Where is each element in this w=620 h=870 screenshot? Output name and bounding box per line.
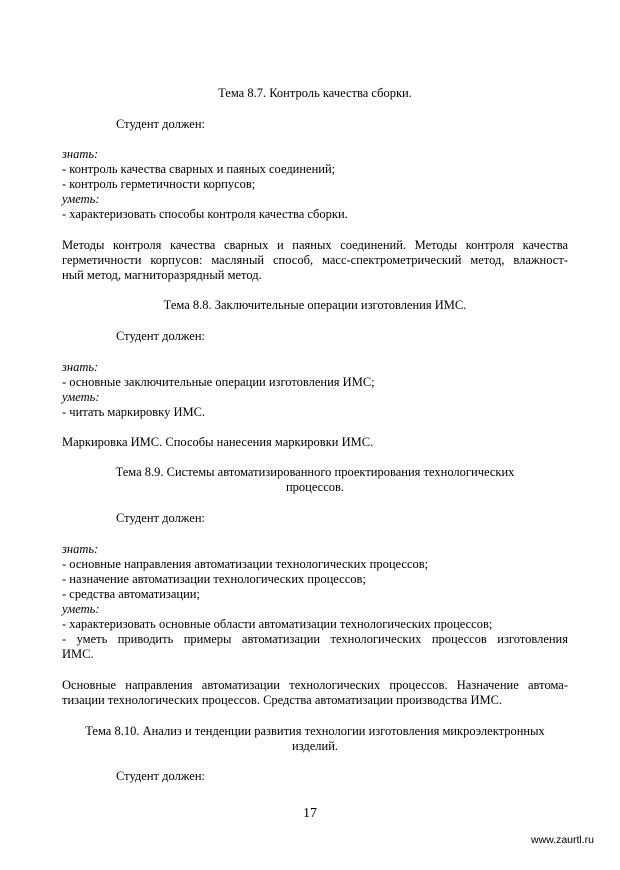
content-line: тизации технологических процессов. Средства автоматизации производства ИМС. (62, 693, 503, 707)
able-item: - характеризовать способы контроля качества сборки. (62, 207, 348, 221)
know-item: - основные направления автоматизации технологических процессов; (62, 557, 429, 571)
content-line: Маркировка ИМС. Способы нанесения маркировки ИМС. (62, 435, 374, 449)
content-line: Методы контроля качества сварных и паяных соединений. Методы контроля качества (62, 238, 568, 252)
know-item: - средства автоматизации; (62, 587, 200, 601)
able-item: - читать маркировку ИМС. (62, 405, 206, 419)
able-label: уметь: (62, 192, 100, 206)
able-item: - уметь приводить примеры автоматизации технологических процессов изготовления (62, 632, 568, 646)
section-heading: Тема 8.9. Системы автоматизированного проектирования технологических (115, 465, 515, 479)
section-heading-cont: процессов. (285, 480, 345, 494)
able-item: - характеризовать основные области автоматизации технологических процессов; (62, 617, 493, 631)
able-label: уметь: (62, 602, 100, 616)
know-label: знать: (62, 542, 99, 556)
section-heading: Тема 8.7. Контроль качества сборки. (218, 86, 412, 100)
content-line: Основные направления автоматизации технологических процессов. Назначение автома- (62, 678, 568, 692)
know-label: знать: (62, 147, 99, 161)
able-item: ИМС. (62, 647, 94, 661)
content-line: ный метод, магниторазрядный метод. (62, 268, 262, 282)
section-heading: Тема 8.8. Заключительные операции изготовления ИМС. (163, 298, 467, 312)
page-number: 17 (303, 806, 317, 821)
know-item: - контроль качества сварных и паяных соединений; (62, 162, 336, 176)
know-item: - контроль герметичности корпусов; (62, 177, 256, 191)
student-must: Студент должен: (116, 511, 205, 525)
content-line: герметичности корпусов: масляный способ, масс-спектрометрический метод, влажност- (62, 253, 568, 267)
know-label: знать: (62, 360, 99, 374)
site-url[interactable]: www.zaurtl.ru (530, 834, 594, 846)
able-label: уметь: (62, 390, 100, 404)
know-item: - основные заключительные операции изготовления ИМС; (62, 375, 375, 389)
student-must: Студент должен: (116, 329, 205, 343)
student-must: Студент должен: (116, 117, 205, 131)
section-heading-cont: изделий. (291, 739, 339, 753)
student-must: Студент должен: (116, 769, 205, 783)
section-heading: Тема 8.10. Анализ и тенденции развития технологии изготовления микроэлектронных (85, 724, 545, 738)
know-item: - назначение автоматизации технологических процессов; (62, 572, 366, 586)
